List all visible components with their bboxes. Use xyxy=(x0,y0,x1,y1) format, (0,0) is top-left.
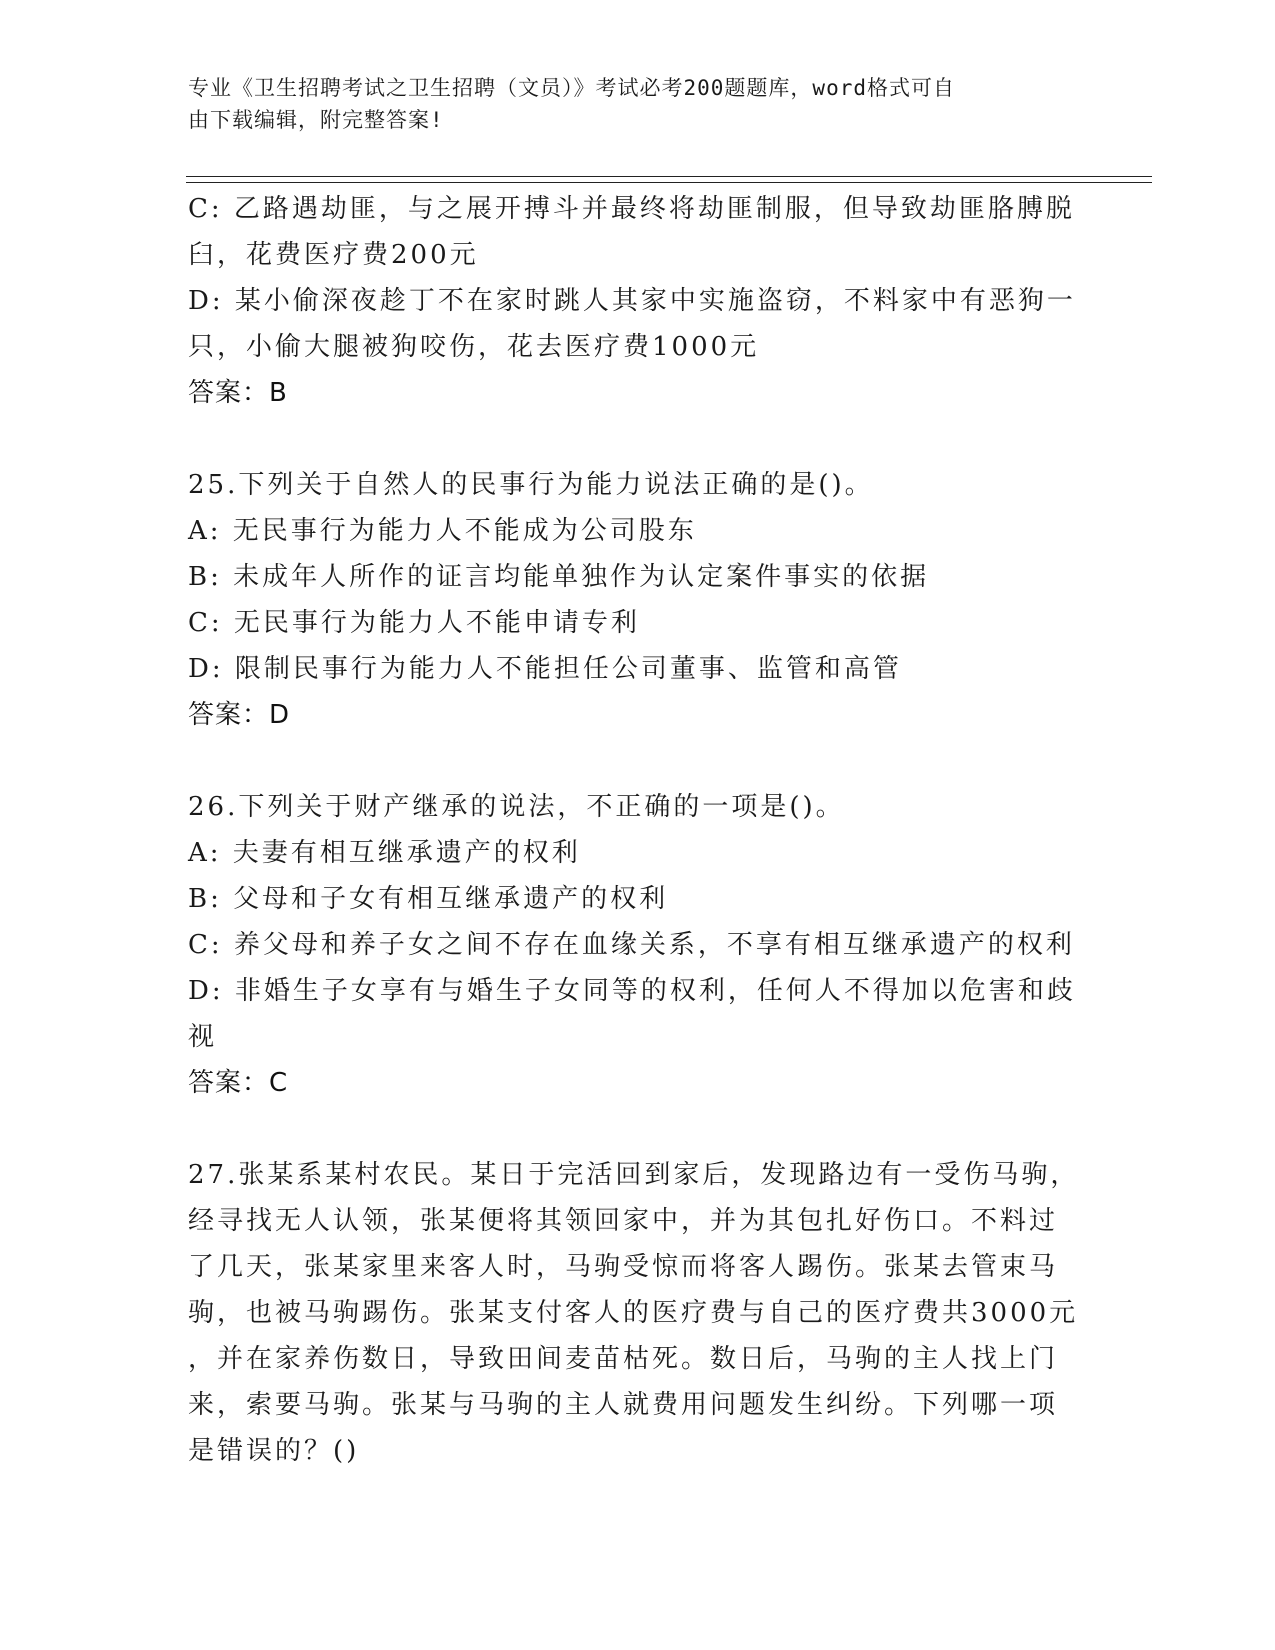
question-26 xyxy=(188,784,1088,1106)
question-27 xyxy=(188,1152,1088,1474)
question-25 xyxy=(188,462,1088,738)
question-27-line-3: 了几天，张某家里来客人时，马驹受惊而将客人踢伤。张某去管束马 xyxy=(188,1252,1059,1282)
option-c: C: 养父母和养子女之间不存在血缘关系，不享有相互继承遗产的权利 xyxy=(188,930,1075,960)
option-d-line-1: D: 非婚生子女享有与婚生子女同等的权利，任何人不得加以危害和歧 xyxy=(188,976,1076,1006)
option-a: A: 无民事行为能力人不能成为公司股东 xyxy=(188,516,697,546)
header-divider-top xyxy=(186,176,1152,177)
option-c-line-2: 臼，花费医疗费200元 xyxy=(188,240,479,270)
spacer xyxy=(188,738,1088,784)
question-27-line-4: 驹，也被马驹踢伤。张某支付客人的医疗费与自己的医疗费共3000元 xyxy=(188,1298,1079,1328)
spacer xyxy=(188,416,1088,462)
question-27-line-5: ，并在家养伤数日，导致田间麦苗枯死。数日后，马驹的主人找上门 xyxy=(188,1344,1059,1374)
option-b: B: 未成年人所作的证言均能单独作为认定案件事实的依据 xyxy=(188,562,930,592)
question-27-line-1: 27.张某系某村农民。某日于完活回到家后，发现路边有一受伤马驹， xyxy=(188,1160,1080,1190)
option-d-line-2: 视 xyxy=(188,1022,218,1052)
document-body xyxy=(188,186,1088,1474)
question-26-text: 26.下列关于财产继承的说法，不正确的一项是()。 xyxy=(188,792,845,822)
option-d-line-1: D: 某小偷深夜趁丁不在家时跳人其家中实施盗窃，不料家中有恶狗一 xyxy=(188,286,1076,316)
option-c: C: 无民事行为能力人不能申请专利 xyxy=(188,608,640,638)
answer-25: 答案：D xyxy=(188,700,291,730)
option-c-line-1: C: 乙路遇劫匪，与之展开搏斗并最终将劫匪制服，但导致劫匪胳膊脱 xyxy=(188,194,1075,224)
option-b: B: 父母和子女有相互继承遗产的权利 xyxy=(188,884,669,914)
spacer xyxy=(188,1106,1088,1152)
document-header xyxy=(188,72,1068,136)
question-27-line-2: 经寻找无人认领，张某便将其领回家中，并为其包扎好伤口。不料过 xyxy=(188,1206,1059,1236)
answer-26: 答案：C xyxy=(188,1068,289,1098)
option-a: A: 夫妻有相互继承遗产的权利 xyxy=(188,838,581,868)
question-27-line-7: 是错误的？() xyxy=(188,1436,360,1466)
option-d: D: 限制民事行为能力人不能担任公司董事、监管和高管 xyxy=(188,654,902,684)
question-27-line-6: 来，索要马驹。张某与马驹的主人就费用问题发生纠纷。下列哪一项 xyxy=(188,1390,1059,1420)
option-d-line-2: 只，小偷大腿被狗咬伤，花去医疗费1000元 xyxy=(188,332,760,362)
answer-24: 答案：B xyxy=(188,378,288,408)
header-line-1: 专业《卫生招聘考试之卫生招聘（文员）》考试必考200题题库，word格式可自 xyxy=(188,76,955,100)
question-24-tail xyxy=(188,186,1088,416)
header-line-2: 由下载编辑，附完整答案! xyxy=(188,108,444,132)
header-divider-bottom xyxy=(186,182,1152,183)
question-25-text: 25.下列关于自然人的民事行为能力说法正确的是()。 xyxy=(188,470,874,500)
